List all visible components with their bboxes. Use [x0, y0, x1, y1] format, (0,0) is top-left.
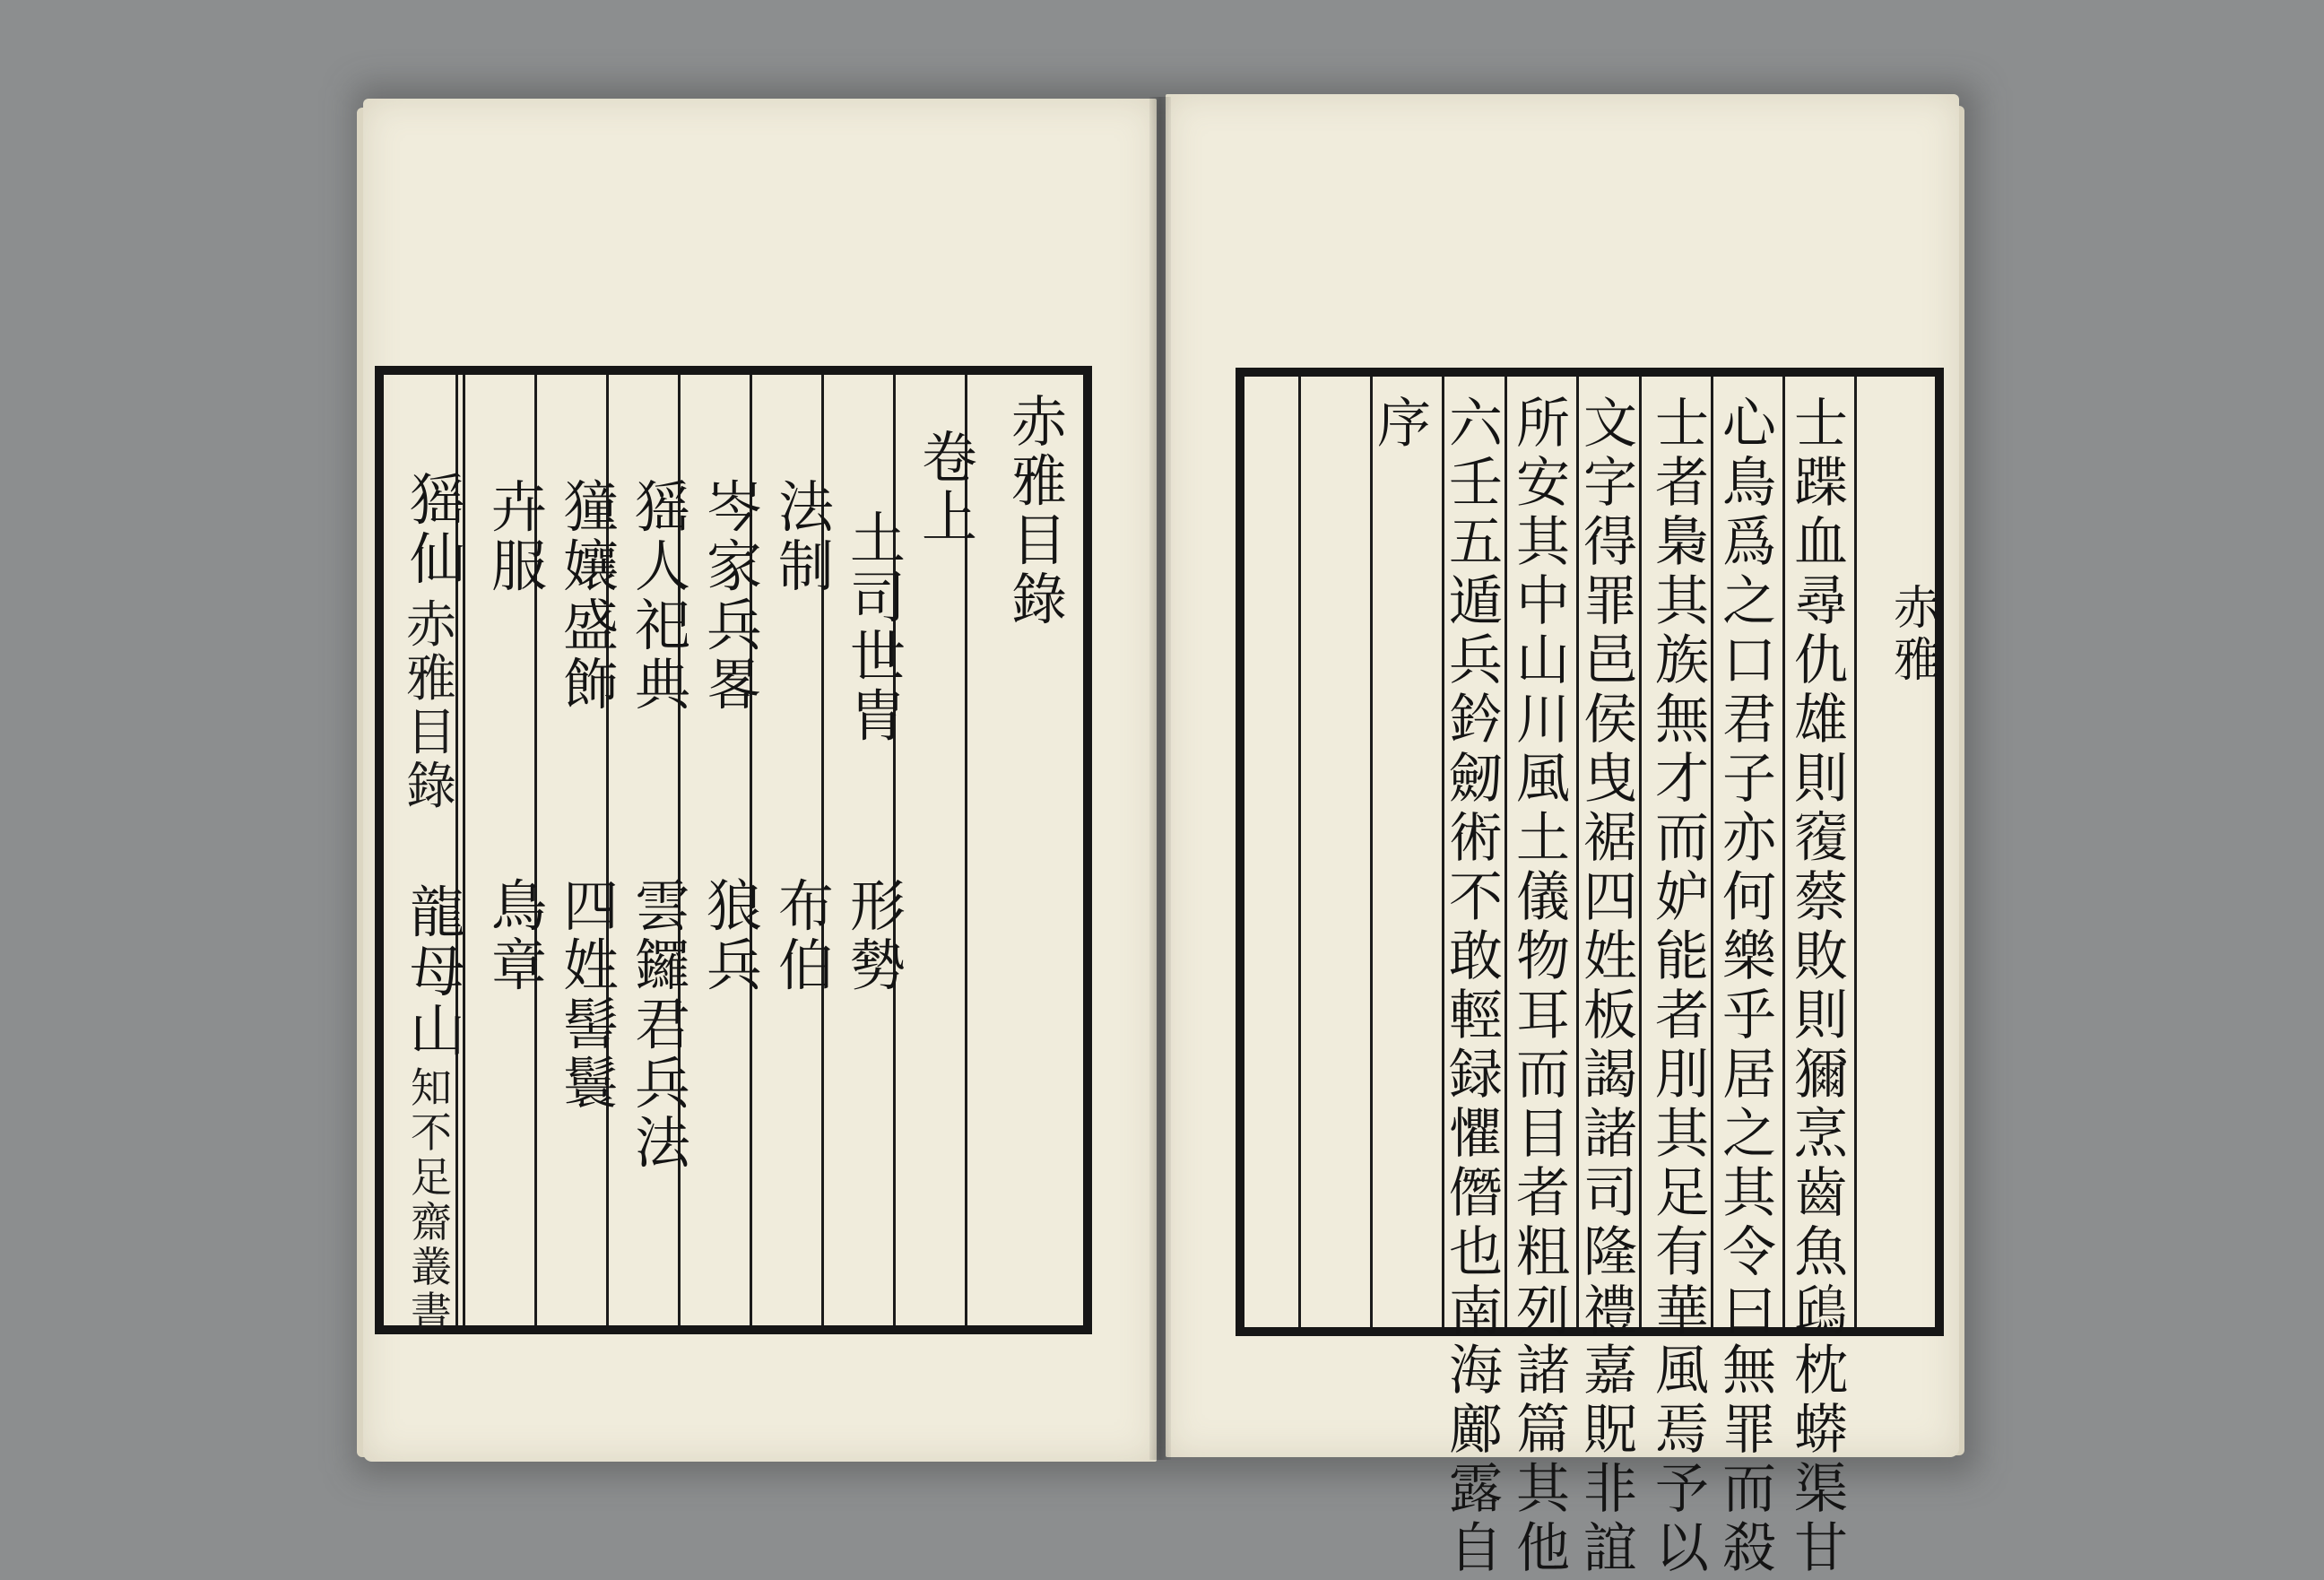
toc-entry-lower: 鳥 章: [490, 873, 547, 998]
toc-heading: 赤 雅 目 錄: [1010, 389, 1067, 632]
left-edge-title: 赤雅目錄: [406, 596, 456, 816]
preface-column: 序: [1377, 393, 1431, 456]
column-rule: [1576, 377, 1579, 1327]
toc-entry-lower: 形 勢: [849, 873, 906, 998]
left-edge-bottom: 知不足齋叢書: [411, 1063, 452, 1336]
preface-column: 所 安 其 中 山 川 風 土 儀 物 耳 而 目 者 粗 列 諸 篇 其 他: [1516, 393, 1570, 1580]
right-page-frame: [1236, 368, 1944, 1580]
toc-entry-upper: 土 司 世 胄: [849, 506, 906, 749]
toc-entry-lower: 四 姓 髻 鬟: [562, 873, 619, 1116]
column-rule: [1854, 377, 1857, 1327]
column-rule: [1782, 377, 1785, 1327]
preface-column: 士 者 梟 其 族 無 才 而 妒 能 者 刖 其 足 有 華 風 焉 予 以: [1655, 393, 1709, 1580]
preface-column: 士 蹀 血 尋 仇 雄 則 𥨍 蔡 敗 則 獮 烹 齒 魚 𩿨 枕 蟒 渠 甘: [1794, 393, 1848, 1580]
preface-column: 文 字 得 罪 邑 侯 曳 裾 四 姓 板 謁 諸 司 隆 禮 嘉 貺 非 誼: [1583, 393, 1637, 1580]
toc-entry-lower: 狼 兵: [706, 873, 762, 998]
preface-column: 六 壬 五 遁 兵 鈐 劒 術 不 敢 輕 録 懼 僭 也 南 海 鄺 露 自: [1449, 393, 1503, 1580]
toc-entry-lower: 布 伯: [777, 873, 834, 998]
column-rule: [1370, 377, 1373, 1327]
right-edge-title: 赤 雅: [1893, 582, 1940, 688]
toc-entry-upper: 法 制: [777, 474, 834, 599]
column-rule: [1442, 377, 1444, 1327]
toc-volume-label: 卷 上: [921, 425, 977, 550]
toc-entry-upper: 岑 家 兵 畧: [706, 474, 762, 717]
book-gutter: [1149, 97, 1171, 1460]
toc-entry-lower: 雲 鑼 君 兵 法: [634, 873, 690, 1176]
preface-column: 心 鳥 爲 之 口 君 子 亦 何 樂 乎 居 之 其 令 曰 無 罪 而 殺: [1722, 393, 1776, 1580]
column-rule: [1298, 377, 1301, 1327]
toc-entry-upper: 卉 服: [490, 474, 547, 599]
toc-entry-upper: 猺 人 祀 典: [634, 474, 690, 717]
toc-entry-upper: 獞 孃 盛 飾: [562, 474, 619, 717]
toc-entry-lower: 龍 母 山: [409, 880, 465, 1063]
left-page-frame: [375, 366, 1092, 1334]
toc-entry-upper: 猺 仙: [409, 467, 465, 592]
